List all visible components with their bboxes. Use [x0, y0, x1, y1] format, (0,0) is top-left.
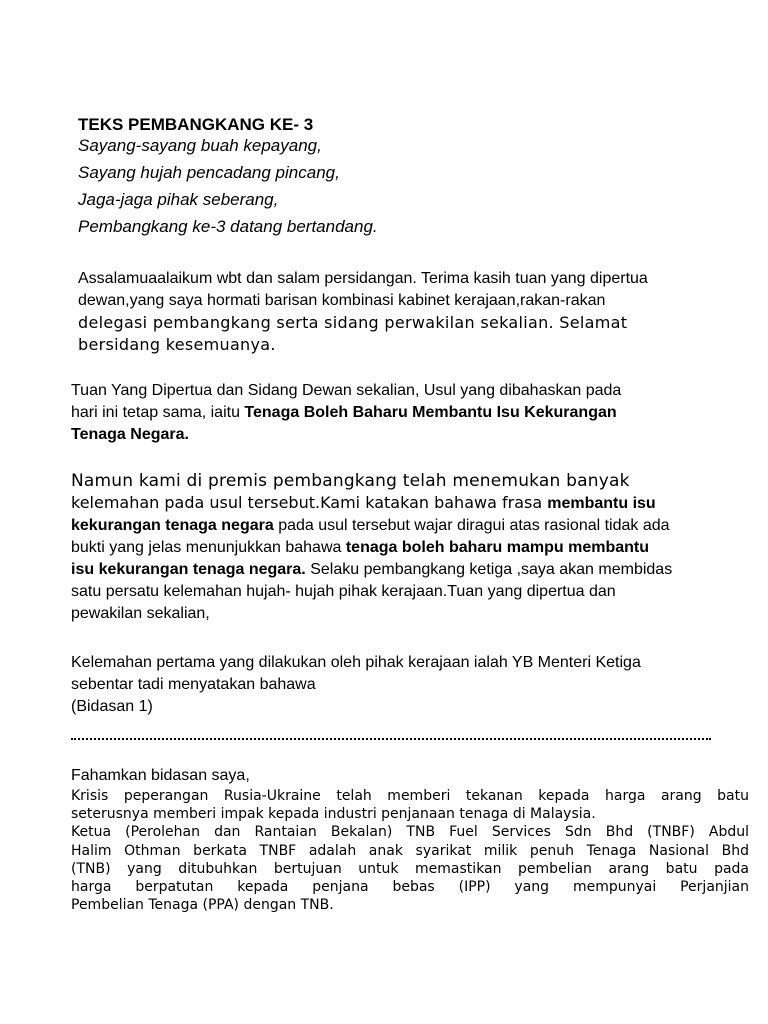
paragraph-line [71, 537, 672, 559]
plain-text: bukti yang jelas menunjukkan bahawa [71, 539, 346, 556]
paragraph-line: pewakilan sekalian, [71, 605, 210, 622]
bold-text: isu kekurangan tenaga negara. [71, 561, 306, 578]
paragraph-line: harga berpatutan kepada penjana bebas (IPP) yang mempunyai Perjanjian [71, 879, 749, 896]
paragraph-line: Halim Othman berkata TNBF adalah anak syarikat milik penuh Tenaga Nasional Bhd [71, 842, 749, 859]
dotted-fill-line [71, 722, 711, 740]
paragraph-line: Krisis peperangan Rusia-Ukraine telah memberi tekanan kepada harga arang batu [71, 788, 749, 804]
greeting-paragraph [78, 268, 648, 356]
paragraph-line: Assalamuaalaikum wbt dan salam persidangan. Terima kasih tuan yang dipertua [78, 270, 648, 287]
bold-text: membantu isu [547, 495, 656, 512]
plain-text: hari ini tetap sama, iaitu [71, 404, 245, 421]
news-excerpt-paragraph [71, 787, 749, 914]
bold-text: Tenaga Boleh Baharu Membantu Isu Kekurangan [244, 404, 617, 421]
paragraph-line: seterusnya memberi impak kepada industri penjanaan tenaga di Malaysia. [71, 806, 596, 823]
paragraph-line: delegasi pembangkang serta sidang perwakilan sekalian. Selamat [78, 313, 628, 332]
paragraph-line [71, 559, 672, 581]
namun-paragraph [71, 470, 672, 625]
fahamkan-heading: Fahamkan bidasan saya, [71, 767, 250, 784]
plain-text: Selaku pembangkang ketiga ,saya akan membidas [305, 561, 673, 578]
pantun-verse [78, 134, 378, 242]
document-title: TEKS PEMBANGKANG KE- 3 [78, 115, 314, 134]
kelemahan-paragraph [71, 652, 641, 718]
paragraph-line: (TNB) yang ditubuhkan bertujuan untuk memastikan pembelian arang batu pada [71, 860, 749, 877]
pantun-line: Sayang-sayang buah kepayang, [78, 136, 322, 155]
paragraph-line: Pembelian Tenaga (PPA) dengan TNB. [71, 897, 334, 914]
pantun-line: Pembangkang ke-3 datang bertandang. [78, 217, 378, 236]
paragraph-line: Ketua (Perolehan dan Rantaian Bekalan) TNB Fuel Services Sdn Bhd (TNBF) Abdul [71, 824, 749, 841]
pantun-line: Jaga-jaga pihak seberang, [78, 190, 279, 209]
paragraph-line [71, 492, 672, 515]
plain-text: kelemahan pada usul tersebut.Kami katakan bahawa frasa [71, 493, 548, 512]
paragraph-line: Tuan Yang Dipertua dan Sidang Dewan sekalian, Usul yang dibahaskan pada [71, 382, 622, 399]
paragraph-line: sebentar tadi menyatakan bahawa [71, 676, 316, 693]
usul-paragraph [71, 380, 621, 446]
pantun-line: Sayang hujah pencadang pincang, [78, 163, 340, 182]
paragraph-line: (Bidasan 1) [71, 698, 153, 715]
paragraph-line: Namun kami di premis pembangkang telah menemukan banyak [71, 471, 630, 491]
paragraph-line: dewan,yang saya hormati barisan kombinasi kabinet kerajaan,rakan-rakan [78, 292, 606, 309]
paragraph-line [71, 402, 621, 424]
paragraph-line [71, 424, 621, 446]
paragraph-line: satu persatu kelemahan hujah- hujah pihak kerajaan.Tuan yang dipertua dan [71, 583, 616, 600]
paragraph-line [71, 515, 672, 537]
bold-text: Tenaga Negara. [71, 426, 189, 443]
bold-text: kekurangan tenaga negara [71, 517, 274, 534]
paragraph-line: Kelemahan pertama yang dilakukan oleh pihak kerajaan ialah YB Menteri Ketiga [71, 654, 641, 671]
paragraph-line: bersidang kesemuanya. [78, 335, 276, 354]
plain-text: pada usul tersebut wajar diragui atas rasional tidak ada [273, 517, 670, 534]
bold-text: tenaga boleh baharu mampu membantu [345, 539, 649, 556]
